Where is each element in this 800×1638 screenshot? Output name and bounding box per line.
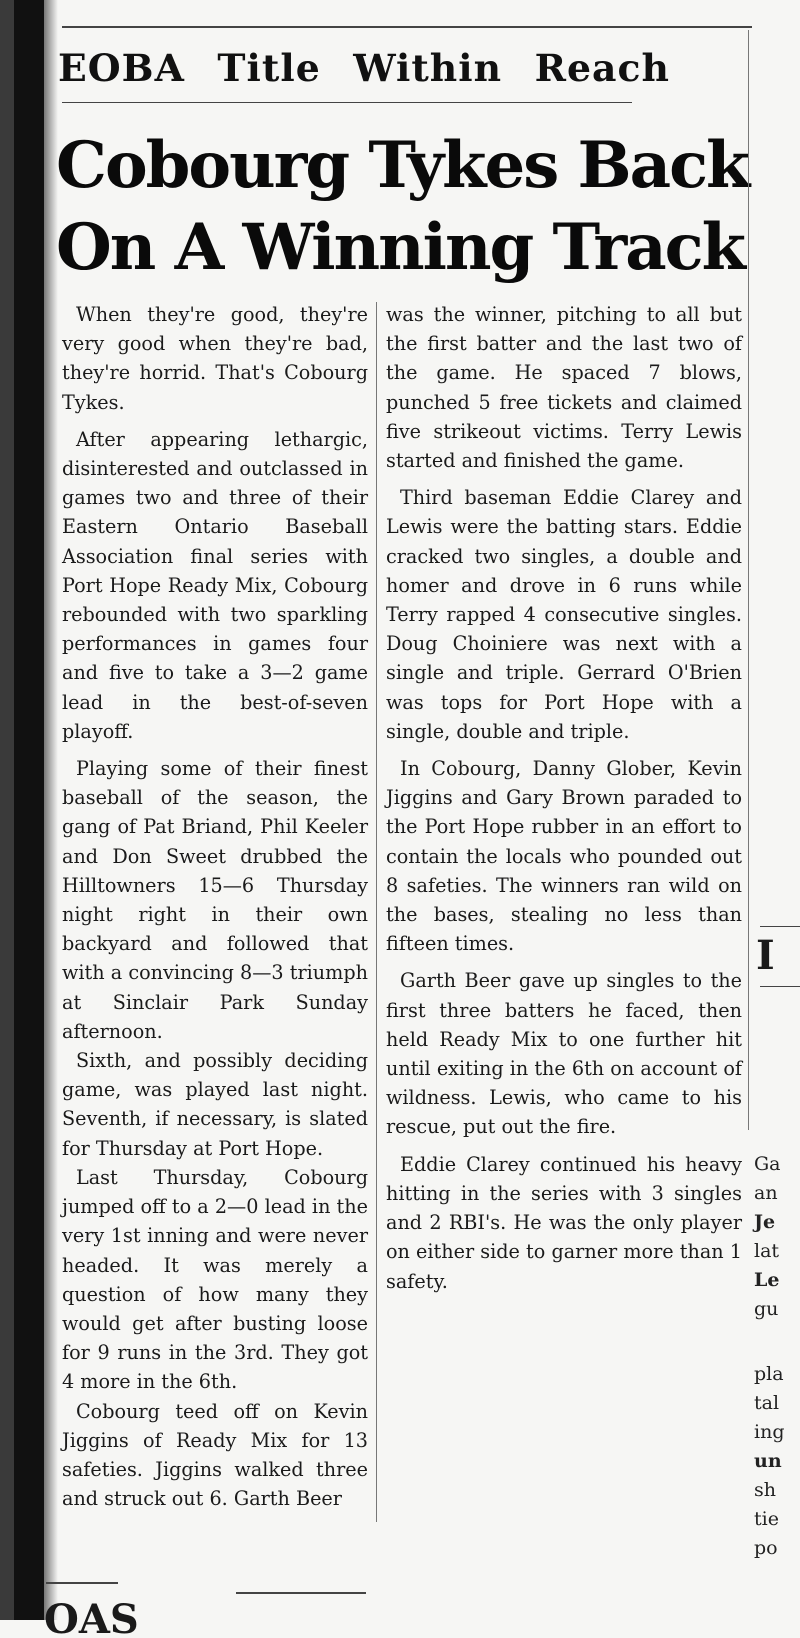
paragraph: Third baseman Eddie Clarey and Lewis were the batting stars. Eddie cracked two singles, a double and homer and drove in 6 runs while Terry rapped 4 consecutive singles. Doug Choiniere was next with a single and triple. Gerrard O'Brien was tops for Port Hope with a single, double and triple.: [386, 486, 742, 743]
adjacent-text-fragment: tal: [754, 1392, 780, 1414]
adjacent-text-fragment: tie: [754, 1508, 779, 1530]
adjacent-text-fragment: sh: [754, 1479, 776, 1501]
top-rule: [62, 26, 752, 28]
bottom-rule-right: [236, 1592, 366, 1594]
paragraph: Playing some of their finest baseball of the season, the gang of Pat Briand, Phil Keeler and Don Sweet drubbed the Hilltowners 15—6 Thursday night right in their own backyard and followed that with a convincing 8—3 triumph at Sinclair Park Sunday afternoon.: [62, 757, 368, 1043]
paragraph: Garth Beer gave up singles to the first three batters he faced, then held Ready Mix to one further hit until exiting in the 6th on account of wildness. Lewis, who came to his rescue, put out the fire.: [386, 969, 742, 1139]
adjacent-headline-fragment: I: [756, 932, 775, 979]
column-divider: [376, 302, 377, 1522]
adjacent-text-fragment: pla: [754, 1363, 784, 1385]
article-column-2: [386, 300, 742, 1296]
adjacent-text-fragment: an: [754, 1182, 778, 1204]
adjacent-text-fragment: Je: [754, 1211, 776, 1233]
right-column-divider: [748, 30, 749, 1130]
page-gutter: [0, 0, 14, 1620]
adjacent-text-fragment: lat: [754, 1240, 780, 1262]
adjacent-text-fragment: Ga: [754, 1153, 781, 1175]
kicker-headline: EOBA Title Within Reach: [58, 46, 670, 90]
headline-line-2: On A Winning Track: [56, 210, 744, 285]
paragraph: Cobourg teed off on Kevin Jiggins of Ready Mix for 13 safeties. Jiggins walked three and struck out 6. Garth Beer: [62, 1399, 368, 1511]
adjacent-text-fragment: Le: [754, 1269, 780, 1291]
adjacent-text-fragment: ing: [754, 1421, 785, 1443]
adjacent-text-fragment: un: [754, 1450, 782, 1472]
binding-shadow: [14, 0, 44, 1620]
paragraph: After appearing lethargic, disinterested and outclassed in games two and three of their Eastern Ontario Baseball Association final series with Port Hope Ready Mix, Cobourg rebounded with two sparkling performances in games four and five to take a 3—2 game lead in the best-of-seven playoff.: [62, 427, 368, 743]
paragraph: When they're good, they're very good when they're bad, they're horrid. That's Cobourg Tykes.: [62, 303, 368, 414]
adjacent-rule: [760, 926, 800, 927]
paragraph: Eddie Clarey continued his heavy hitting in the series with 3 singles and 2 RBI's. He was the only player on either side to garner more than 1 safety.: [386, 1152, 742, 1293]
headline-line-1: Cobourg Tykes Back: [56, 128, 749, 203]
adjacent-rule: [760, 986, 800, 987]
paragraph: was the winner, pitching to all but the first batter and the last two of the game. He spaced 7 blows, punched 5 free tickets and claimed five strikeout victims. Terry Lewis started and finished the game.: [386, 303, 742, 473]
paragraph: Last Thursday, Cobourg jumped off to a 2—0 lead in the very 1st inning and were never headed. It was merely a question of how many they would get after busting loose for 9 runs in the 3rd. They got 4 more in the 6th.: [62, 1165, 368, 1394]
article-column-1: [62, 300, 368, 1513]
paragraph: In Cobourg, Danny Glober, Kevin Jiggins and Gary Brown paraded to the Port Hope rubber in an effort to contain the locals who pounded out 8 safeties. The winners ran wild on the bases, stealing no less than fifteen times.: [386, 757, 742, 956]
paragraph: Sixth, and possibly deciding game, was played last night. Seventh, if necessary, is slated for Thursday at Port Hope.: [62, 1049, 368, 1160]
adjacent-text-fragment: gu: [754, 1298, 779, 1320]
adjacent-text-fragment: po: [754, 1537, 778, 1559]
bottom-rule-left: [46, 1582, 118, 1584]
next-headline-stub: OAS: [44, 1596, 139, 1638]
kicker-rule: [62, 102, 632, 103]
